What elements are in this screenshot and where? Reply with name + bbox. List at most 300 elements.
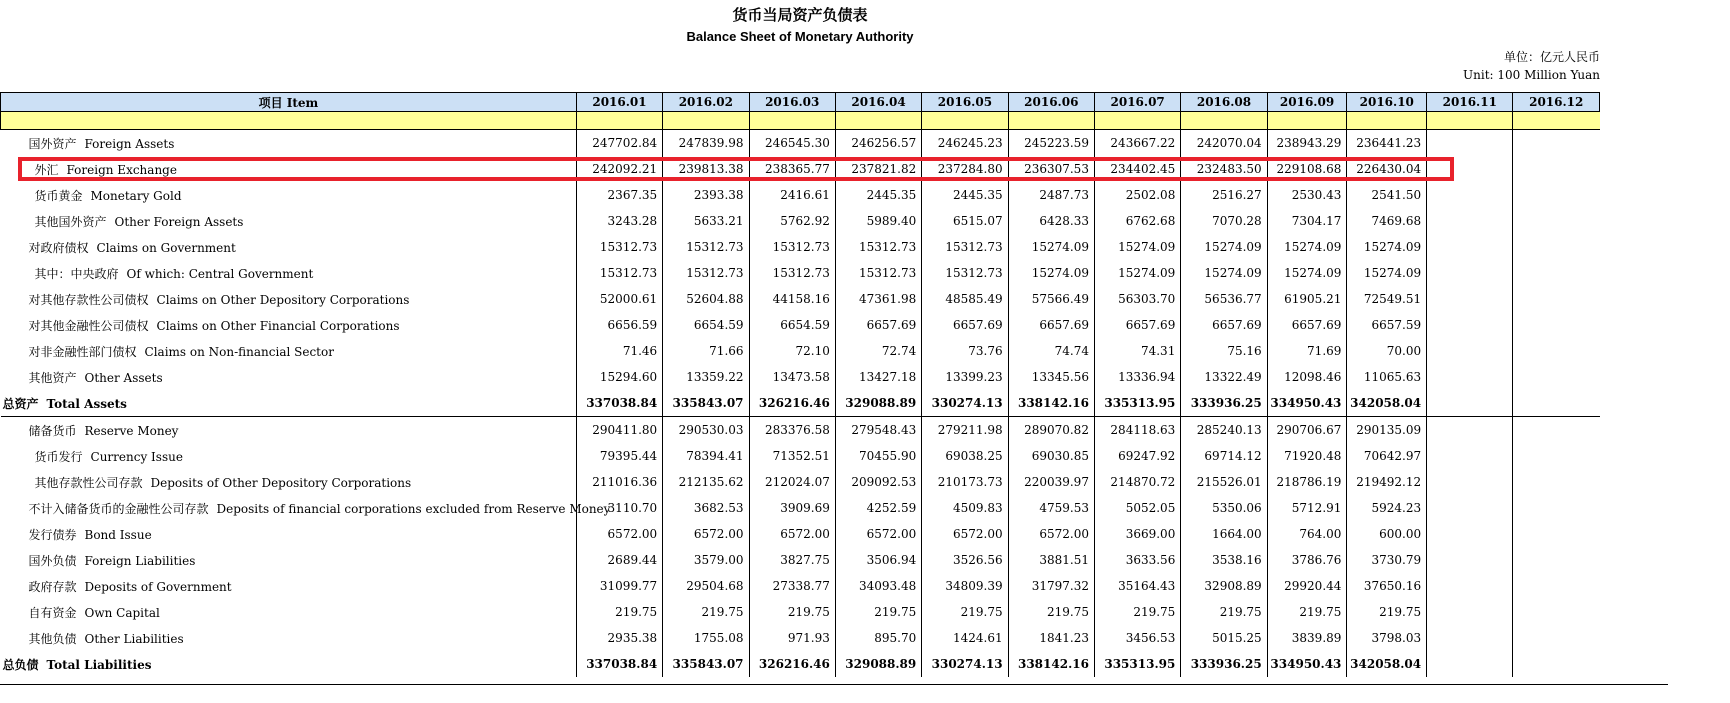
- value-cell: 4759.53: [1008, 495, 1094, 521]
- value-cell: [1427, 625, 1513, 651]
- value-cell: 290135.09: [1347, 417, 1427, 444]
- header-col-2016.10: 2016.10: [1347, 93, 1427, 112]
- value-cell: 4509.83: [922, 495, 1008, 521]
- value-cell: 71.46: [576, 338, 662, 364]
- value-cell: 342058.04: [1347, 390, 1427, 417]
- value-cell: 1664.00: [1181, 521, 1267, 547]
- value-cell: 15274.09: [1181, 260, 1267, 286]
- row-label-en: Deposits of Other Depository Corporations: [150, 475, 412, 490]
- value-cell: [1427, 208, 1513, 234]
- value-cell: 218786.19: [1267, 469, 1347, 495]
- value-cell: 52604.88: [663, 286, 749, 312]
- value-cell: 13399.23: [922, 364, 1008, 390]
- value-cell: 2935.38: [576, 625, 662, 651]
- band-cell: [1513, 112, 1600, 130]
- value-cell: 6572.00: [576, 521, 662, 547]
- value-cell: 219.75: [922, 599, 1008, 625]
- band-cell: [922, 112, 1008, 130]
- value-cell: [1427, 234, 1513, 260]
- value-cell: 48585.49: [922, 286, 1008, 312]
- value-cell: 6657.69: [922, 312, 1008, 338]
- value-cell: 3786.76: [1267, 547, 1347, 573]
- value-cell: 5052.05: [1094, 495, 1180, 521]
- value-cell: 75.16: [1181, 338, 1267, 364]
- value-cell: 337038.84: [576, 651, 662, 677]
- value-cell: 5350.06: [1181, 495, 1267, 521]
- value-cell: [1513, 625, 1600, 651]
- value-cell: 15312.73: [922, 234, 1008, 260]
- row-label-cn: 国外资产: [28, 136, 77, 151]
- value-cell: [1513, 338, 1600, 364]
- row-label-cn: 不计入储备货币的金融性公司存款: [28, 501, 209, 516]
- value-cell: 2541.50: [1347, 182, 1427, 208]
- value-cell: 3730.79: [1347, 547, 1427, 573]
- value-cell: 4252.59: [835, 495, 921, 521]
- value-cell: 6572.00: [663, 521, 749, 547]
- band-cell: [1347, 112, 1427, 130]
- value-cell: 2530.43: [1267, 182, 1347, 208]
- value-cell: 219492.12: [1347, 469, 1427, 495]
- row-label: [1, 417, 577, 444]
- row-label-cn: 国外负债: [28, 553, 77, 568]
- value-cell: 342058.04: [1347, 651, 1427, 677]
- value-cell: [1427, 417, 1513, 444]
- value-cell: [1513, 495, 1600, 521]
- value-cell: 6654.59: [749, 312, 835, 338]
- value-cell: 70455.90: [835, 443, 921, 469]
- value-cell: 5989.40: [835, 208, 921, 234]
- value-cell: 7070.28: [1181, 208, 1267, 234]
- value-cell: 71352.51: [749, 443, 835, 469]
- row-label-en: Claims on Other Financial Corporations: [156, 318, 400, 333]
- value-cell: 5633.21: [663, 208, 749, 234]
- value-cell: 335843.07: [663, 651, 749, 677]
- header-col-2016.11: 2016.11: [1427, 93, 1513, 112]
- value-cell: 3243.28: [576, 208, 662, 234]
- value-cell: 69247.92: [1094, 443, 1180, 469]
- header-col-2016.07: 2016.07: [1094, 93, 1180, 112]
- value-cell: 15294.60: [576, 364, 662, 390]
- row-label-cn: 对其他金融性公司债权: [28, 318, 149, 333]
- band-cell: [1267, 112, 1347, 130]
- value-cell: 3110.70: [576, 495, 662, 521]
- value-cell: 12098.46: [1267, 364, 1347, 390]
- value-cell: 3538.16: [1181, 547, 1267, 573]
- row-label: [1, 390, 577, 417]
- value-cell: 246245.23: [922, 130, 1008, 157]
- value-cell: 238943.29: [1267, 130, 1347, 157]
- band-cell: [835, 112, 921, 130]
- value-cell: 13427.18: [835, 364, 921, 390]
- value-cell: 15312.73: [663, 260, 749, 286]
- row-label-en: Foreign Assets: [84, 136, 175, 151]
- value-cell: 15274.09: [1008, 260, 1094, 286]
- value-cell: 3579.00: [663, 547, 749, 573]
- value-cell: 2445.35: [922, 182, 1008, 208]
- row-label: [1, 599, 577, 625]
- table-row: [1, 208, 1600, 234]
- value-cell: 5015.25: [1181, 625, 1267, 651]
- value-cell: 3669.00: [1094, 521, 1180, 547]
- row-label-cn: 其他负债: [28, 631, 77, 646]
- value-cell: 6657.69: [1008, 312, 1094, 338]
- value-cell: 15312.73: [749, 234, 835, 260]
- table-row: [1, 286, 1600, 312]
- value-cell: 210173.73: [922, 469, 1008, 495]
- band-cell: [1008, 112, 1094, 130]
- value-cell: 69714.12: [1181, 443, 1267, 469]
- value-cell: 285240.13: [1181, 417, 1267, 444]
- value-cell: 326216.46: [749, 390, 835, 417]
- value-cell: 3827.75: [749, 547, 835, 573]
- value-cell: 13473.58: [749, 364, 835, 390]
- value-cell: [1513, 182, 1600, 208]
- value-cell: [1427, 260, 1513, 286]
- value-cell: 6762.68: [1094, 208, 1180, 234]
- value-cell: 73.76: [922, 338, 1008, 364]
- value-cell: 6572.00: [835, 521, 921, 547]
- value-cell: 15312.73: [749, 260, 835, 286]
- value-cell: 72549.51: [1347, 286, 1427, 312]
- value-cell: 6657.59: [1347, 312, 1427, 338]
- row-label-en: Claims on Non-financial Sector: [144, 344, 334, 359]
- value-cell: 15312.73: [576, 260, 662, 286]
- value-cell: 15274.09: [1094, 260, 1180, 286]
- value-cell: [1513, 364, 1600, 390]
- value-cell: [1427, 547, 1513, 573]
- value-cell: 246545.30: [749, 130, 835, 157]
- table-row: [1, 312, 1600, 338]
- value-cell: 13359.22: [663, 364, 749, 390]
- value-cell: 6515.07: [922, 208, 1008, 234]
- value-cell: [1513, 521, 1600, 547]
- value-cell: 237821.82: [835, 156, 921, 182]
- value-cell: 6657.69: [1267, 312, 1347, 338]
- value-cell: 247702.84: [576, 130, 662, 157]
- value-cell: [1427, 312, 1513, 338]
- value-cell: 13336.94: [1094, 364, 1180, 390]
- row-label-cn: 总负债: [2, 657, 39, 672]
- value-cell: 74.74: [1008, 338, 1094, 364]
- value-cell: 220039.97: [1008, 469, 1094, 495]
- value-cell: 215526.01: [1181, 469, 1267, 495]
- value-cell: [1513, 469, 1600, 495]
- value-cell: 2487.73: [1008, 182, 1094, 208]
- row-label: [1, 156, 577, 182]
- table-row: [1, 130, 1600, 157]
- row-label-en: Foreign Exchange: [66, 162, 177, 177]
- value-cell: 11065.63: [1347, 364, 1427, 390]
- row-label-en: Reserve Money: [84, 423, 179, 438]
- value-cell: 334950.43: [1267, 390, 1347, 417]
- table-row: [1, 390, 1600, 417]
- value-cell: 2689.44: [576, 547, 662, 573]
- value-cell: 2516.27: [1181, 182, 1267, 208]
- value-cell: 2393.38: [663, 182, 749, 208]
- value-cell: [1513, 651, 1600, 677]
- value-cell: 15274.09: [1267, 260, 1347, 286]
- row-label-en: Other Liabilities: [84, 631, 184, 646]
- value-cell: 15274.09: [1347, 234, 1427, 260]
- value-cell: 239813.38: [663, 156, 749, 182]
- row-label-en: Deposits of financial corporations excluded from Reserve Money: [216, 501, 611, 516]
- value-cell: 335843.07: [663, 390, 749, 417]
- band-cell: [1, 112, 577, 130]
- value-cell: 219.75: [663, 599, 749, 625]
- band-cell: [663, 112, 749, 130]
- value-cell: 1424.61: [922, 625, 1008, 651]
- value-cell: 29920.44: [1267, 573, 1347, 599]
- value-cell: 3881.51: [1008, 547, 1094, 573]
- header-col-2016.06: 2016.06: [1008, 93, 1094, 112]
- row-label-cn: 外汇: [34, 162, 59, 177]
- value-cell: 34093.48: [835, 573, 921, 599]
- value-cell: 72.10: [749, 338, 835, 364]
- value-cell: [1427, 182, 1513, 208]
- row-label: [1, 234, 577, 260]
- header-col-2016.03: 2016.03: [749, 93, 835, 112]
- value-cell: 27338.77: [749, 573, 835, 599]
- value-cell: 2445.35: [835, 182, 921, 208]
- row-label: [1, 130, 577, 157]
- value-cell: 32908.89: [1181, 573, 1267, 599]
- value-cell: 5712.91: [1267, 495, 1347, 521]
- page-title-en: Balance Sheet of Monetary Authority: [686, 29, 914, 44]
- value-cell: [1513, 260, 1600, 286]
- value-cell: 338142.16: [1008, 651, 1094, 677]
- row-label-cn: 其他存款性公司存款: [34, 475, 143, 490]
- row-label: [1, 521, 577, 547]
- row-label-cn: 货币黄金: [34, 188, 83, 203]
- value-cell: 6657.69: [1094, 312, 1180, 338]
- header-col-2016.05: 2016.05: [922, 93, 1008, 112]
- value-cell: 15312.73: [663, 234, 749, 260]
- value-cell: 219.75: [835, 599, 921, 625]
- header-item: 项目 Item: [1, 93, 577, 112]
- table-row: [1, 469, 1600, 495]
- header-col-2016.02: 2016.02: [663, 93, 749, 112]
- value-cell: 219.75: [1094, 599, 1180, 625]
- value-cell: 330274.13: [922, 651, 1008, 677]
- row-label-en: Total Liabilities: [46, 657, 152, 672]
- value-cell: 337038.84: [576, 390, 662, 417]
- value-cell: 56303.70: [1094, 286, 1180, 312]
- value-cell: 219.75: [1267, 599, 1347, 625]
- value-cell: 214870.72: [1094, 469, 1180, 495]
- value-cell: 7469.68: [1347, 208, 1427, 234]
- row-label: [1, 312, 577, 338]
- value-cell: [1513, 443, 1600, 469]
- row-label-en: Monetary Gold: [90, 188, 182, 203]
- value-cell: 3456.53: [1094, 625, 1180, 651]
- value-cell: 764.00: [1267, 521, 1347, 547]
- value-cell: [1427, 338, 1513, 364]
- page-title-cn: 货币当局资产负债表: [732, 6, 868, 24]
- value-cell: [1427, 651, 1513, 677]
- value-cell: 290706.67: [1267, 417, 1347, 444]
- row-label: [1, 338, 577, 364]
- value-cell: 232483.50: [1181, 156, 1267, 182]
- value-cell: 326216.46: [749, 651, 835, 677]
- row-label: [1, 208, 577, 234]
- value-cell: [1513, 417, 1600, 444]
- value-cell: 31797.32: [1008, 573, 1094, 599]
- value-cell: 243667.22: [1094, 130, 1180, 157]
- row-label-en: Bond Issue: [84, 527, 152, 542]
- table-row: [1, 651, 1600, 677]
- value-cell: 15274.09: [1267, 234, 1347, 260]
- value-cell: 78394.41: [663, 443, 749, 469]
- row-label: [1, 182, 577, 208]
- value-cell: 279548.43: [835, 417, 921, 444]
- row-label-en: Deposits of Government: [84, 579, 232, 594]
- value-cell: 335313.95: [1094, 651, 1180, 677]
- value-cell: 35164.43: [1094, 573, 1180, 599]
- value-cell: 236307.53: [1008, 156, 1094, 182]
- band-cell: [1094, 112, 1180, 130]
- value-cell: 7304.17: [1267, 208, 1347, 234]
- value-cell: [1513, 234, 1600, 260]
- row-label: [1, 443, 577, 469]
- table-row: [1, 599, 1600, 625]
- value-cell: [1427, 469, 1513, 495]
- row-label: [1, 625, 577, 651]
- value-cell: 279211.98: [922, 417, 1008, 444]
- value-cell: 245223.59: [1008, 130, 1094, 157]
- row-label: [1, 573, 577, 599]
- value-cell: 6572.00: [922, 521, 1008, 547]
- bottom-rule: [0, 684, 1668, 685]
- row-label-cn: 政府存款: [28, 579, 77, 594]
- value-cell: 211016.36: [576, 469, 662, 495]
- value-cell: 79395.44: [576, 443, 662, 469]
- table-row: [1, 625, 1600, 651]
- value-cell: 56536.77: [1181, 286, 1267, 312]
- band-cell: [576, 112, 662, 130]
- row-label-cn: 总资产: [2, 396, 39, 411]
- value-cell: 289070.82: [1008, 417, 1094, 444]
- value-cell: [1513, 573, 1600, 599]
- value-cell: 226430.04: [1347, 156, 1427, 182]
- value-cell: 283376.58: [749, 417, 835, 444]
- row-label-en: Total Assets: [46, 396, 127, 411]
- value-cell: 212135.62: [663, 469, 749, 495]
- value-cell: 13345.56: [1008, 364, 1094, 390]
- unit-label-cn: 单位：亿元人民币: [1503, 50, 1600, 64]
- value-cell: 330274.13: [922, 390, 1008, 417]
- value-cell: [1513, 547, 1600, 573]
- value-cell: 71920.48: [1267, 443, 1347, 469]
- value-cell: 219.75: [576, 599, 662, 625]
- value-cell: 37650.16: [1347, 573, 1427, 599]
- value-cell: 15312.73: [835, 234, 921, 260]
- value-cell: [1427, 130, 1513, 157]
- value-cell: 333936.25: [1181, 390, 1267, 417]
- table-header-row: [1, 93, 1600, 112]
- value-cell: 29504.68: [663, 573, 749, 599]
- value-cell: 237284.80: [922, 156, 1008, 182]
- value-cell: [1427, 156, 1513, 182]
- band-cell: [1181, 112, 1267, 130]
- value-cell: 44158.16: [749, 286, 835, 312]
- value-cell: 6657.69: [835, 312, 921, 338]
- table-row: [1, 417, 1600, 444]
- value-cell: 3798.03: [1347, 625, 1427, 651]
- value-cell: 34809.39: [922, 573, 1008, 599]
- value-cell: 212024.07: [749, 469, 835, 495]
- row-label-en: Own Capital: [84, 605, 160, 620]
- value-cell: [1513, 599, 1600, 625]
- table-row: [1, 234, 1600, 260]
- row-label-cn: 发行债券: [28, 527, 77, 542]
- row-label-en: Claims on Other Depository Corporations: [156, 292, 410, 307]
- value-cell: 895.70: [835, 625, 921, 651]
- value-cell: [1513, 390, 1600, 417]
- value-cell: 2367.35: [576, 182, 662, 208]
- value-cell: 3909.69: [749, 495, 835, 521]
- row-label-en: Other Foreign Assets: [114, 214, 244, 229]
- value-cell: 229108.68: [1267, 156, 1347, 182]
- value-cell: [1513, 312, 1600, 338]
- row-label-cn: 其中：中央政府: [34, 266, 119, 281]
- value-cell: 335313.95: [1094, 390, 1180, 417]
- value-cell: 971.93: [749, 625, 835, 651]
- value-cell: 219.75: [1181, 599, 1267, 625]
- value-cell: 3633.56: [1094, 547, 1180, 573]
- row-label: [1, 651, 577, 677]
- value-cell: 71.66: [663, 338, 749, 364]
- value-cell: 290530.03: [663, 417, 749, 444]
- value-cell: 242092.21: [576, 156, 662, 182]
- value-cell: 329088.89: [835, 390, 921, 417]
- value-cell: 15274.09: [1094, 234, 1180, 260]
- value-cell: 15274.09: [1181, 234, 1267, 260]
- header-col-2016.09: 2016.09: [1267, 93, 1347, 112]
- table-row: [1, 521, 1600, 547]
- value-cell: 219.75: [749, 599, 835, 625]
- value-cell: 209092.53: [835, 469, 921, 495]
- row-label: [1, 495, 611, 521]
- value-cell: 246256.57: [835, 130, 921, 157]
- value-cell: 6654.59: [663, 312, 749, 338]
- value-cell: 31099.77: [576, 573, 662, 599]
- row-label-en: Of which: Central Government: [126, 266, 314, 281]
- row-label-en: Other Assets: [84, 370, 163, 385]
- value-cell: 13322.49: [1181, 364, 1267, 390]
- row-label: [1, 547, 577, 573]
- value-cell: 3682.53: [663, 495, 749, 521]
- value-cell: 3506.94: [835, 547, 921, 573]
- value-cell: 6572.00: [1008, 521, 1094, 547]
- value-cell: 6657.69: [1181, 312, 1267, 338]
- value-cell: 1841.23: [1008, 625, 1094, 651]
- table-row: [1, 364, 1600, 390]
- value-cell: [1513, 286, 1600, 312]
- value-cell: [1513, 208, 1600, 234]
- value-cell: 72.74: [835, 338, 921, 364]
- value-cell: 70642.97: [1347, 443, 1427, 469]
- value-cell: 236441.23: [1347, 130, 1427, 157]
- value-cell: [1427, 286, 1513, 312]
- value-cell: 15312.73: [922, 260, 1008, 286]
- row-label: [1, 364, 577, 390]
- value-cell: 15274.09: [1008, 234, 1094, 260]
- value-cell: 6428.33: [1008, 208, 1094, 234]
- value-cell: 2416.61: [749, 182, 835, 208]
- value-cell: [1513, 156, 1600, 182]
- value-cell: 15274.09: [1347, 260, 1427, 286]
- row-label-cn: 其他资产: [28, 370, 77, 385]
